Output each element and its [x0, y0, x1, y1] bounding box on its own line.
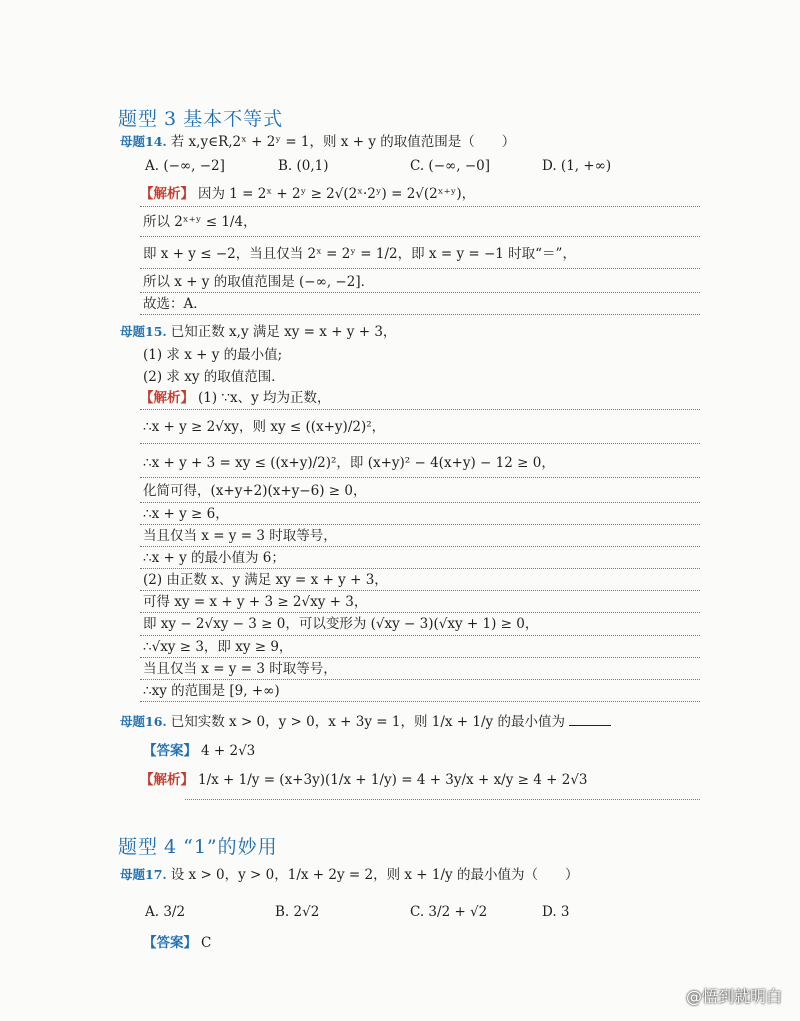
section-number: 3: [164, 108, 178, 130]
answer-text: C: [201, 935, 212, 951]
solution-line: ∴xy 的范围是 [9, +∞): [143, 683, 280, 699]
divider: [140, 679, 700, 680]
divider: [140, 568, 700, 569]
answer-tag: 【答案】: [143, 935, 197, 951]
solution-line: 所以 x + y 的取值范围是 (−∞, −2]．: [143, 274, 375, 290]
solution-line: 化简可得，(x+y+2)(x+y−6) ≥ 0，: [143, 483, 367, 499]
solution-text: (1) ∵x、y 均为正数，: [198, 390, 331, 406]
solution-line: ∴√xy ≥ 3，即 xy ≥ 9，: [143, 639, 293, 655]
divider: [140, 524, 700, 525]
section-title: “1”的妙用: [183, 836, 278, 858]
analysis-tag: 【解析】: [140, 772, 194, 788]
problem-text: 已知正数 x,y 满足 xy = x + y + 3，: [170, 324, 397, 340]
problem-14-stem: [120, 133, 515, 151]
problem-label: 母题14.: [120, 134, 167, 149]
divider: [140, 268, 700, 269]
solution-line: ∴x + y ≥ 2√xy，则 xy ≤ ((x+y)/2)²，: [143, 419, 386, 435]
solution-line: [140, 185, 475, 203]
problem-part: (2) 求 xy 的取值范围．: [143, 369, 285, 385]
solution-line: ∴x + y + 3 = xy ≤ ((x+y)/2)²，即 (x+y)² − 4(x+y) − 12 ≥ 0，: [143, 455, 555, 471]
solution-line: 可得 xy = x + y + 3 ≥ 2√xy + 3，: [143, 594, 368, 610]
problem-text: 若 x,y∈R,2ˣ + 2ʸ = 1，则 x + y 的取值范围是（ ）: [170, 134, 516, 150]
solution-line: 故选：A．: [143, 296, 207, 312]
solution-line: 即 x + y ≤ −2，当且仅当 2ˣ = 2ʸ = 1/2，即 x = y = −1 时取“＝”，: [143, 246, 576, 262]
solution-line: [140, 389, 331, 407]
solution-line: 当且仅当 x = y = 3 时取等号，: [143, 528, 337, 544]
divider: [140, 443, 700, 444]
solution-text: 因为 1 = 2ˣ + 2ʸ ≥ 2√(2ˣ·2ʸ) = 2√(2ˣ⁺ʸ)，: [198, 186, 476, 202]
answer-text: 4 + 2√3: [201, 743, 256, 759]
answer-line: [143, 742, 255, 760]
divider: [140, 546, 700, 547]
section-label: 题型: [118, 108, 159, 130]
answer-line: [143, 934, 211, 952]
solution-line: ∴x + y 的最小值为 6；: [143, 550, 285, 566]
problem-label: 母题15.: [120, 324, 167, 339]
analysis-tag: 【解析】: [140, 186, 194, 202]
section-label: 题型: [118, 836, 159, 858]
divider: [140, 206, 700, 207]
problem-15-stem: [120, 323, 396, 341]
problem-label: 母题17.: [120, 867, 167, 882]
option-a: A. 3/2: [145, 904, 186, 920]
option-b: B. 2√2: [275, 904, 320, 920]
divider: [140, 590, 700, 591]
divider: [140, 314, 700, 315]
solution-line: ∴x + y ≥ 6，: [143, 506, 229, 522]
section-heading-3: [118, 104, 283, 131]
solution-line: (2) 由正数 x、y 满足 xy = x + y + 3，: [143, 572, 388, 588]
divider: [140, 477, 700, 478]
option-c: C. (−∞, −0]: [410, 158, 491, 174]
divider: [140, 701, 700, 702]
answer-blank: [569, 725, 611, 726]
answer-tag: 【答案】: [143, 743, 197, 759]
divider: [140, 657, 700, 658]
problem-text: 已知实数 x > 0，y > 0，x + 3y = 1，则 1/x + 1/y 的最小值为: [170, 714, 565, 730]
problem-label: 母题16.: [120, 714, 167, 729]
divider: [140, 502, 700, 503]
divider: [140, 635, 700, 636]
solution-line: 即 xy − 2√xy − 3 ≥ 0，可以变形为 (√xy − 3)(√xy + 1) ≥ 0，: [143, 616, 539, 632]
option-a: A. (−∞, −2]: [145, 158, 225, 174]
divider: [140, 236, 700, 237]
section-number: 4: [164, 836, 178, 858]
solution-text: 1/x + 1/y = (x+3y)(1/x + 1/y) = 4 + 3y/x + x/y ≥ 4 + 2√3: [198, 772, 588, 788]
problem-17-stem: [120, 866, 578, 884]
solution-line: 当且仅当 x = y = 3 时取等号，: [143, 661, 337, 677]
section-heading-4: [118, 832, 278, 859]
divider: [140, 292, 700, 293]
section-title: 基本不等式: [183, 108, 284, 130]
divider: [140, 409, 700, 410]
watermark: @悟到就明白: [685, 987, 782, 1006]
problem-part: (1) 求 x + y 的最小值;: [143, 347, 283, 363]
solution-line: [140, 771, 588, 789]
option-d: D. 3: [542, 904, 570, 920]
solution-line: 所以 2ˣ⁺ʸ ≤ 1/4，: [143, 214, 257, 230]
problem-text: 设 x > 0，y > 0，1/x + 2y = 2，则 x + 1/y 的最小值为（ ）: [170, 867, 579, 883]
problem-16-stem: [120, 713, 611, 731]
option-c: C. 3/2 + √2: [410, 904, 488, 920]
divider: [140, 612, 700, 613]
analysis-tag: 【解析】: [140, 390, 194, 406]
option-b: B. (0,1): [278, 158, 329, 174]
option-d: D. (1, +∞): [542, 158, 612, 174]
divider: [185, 799, 700, 800]
